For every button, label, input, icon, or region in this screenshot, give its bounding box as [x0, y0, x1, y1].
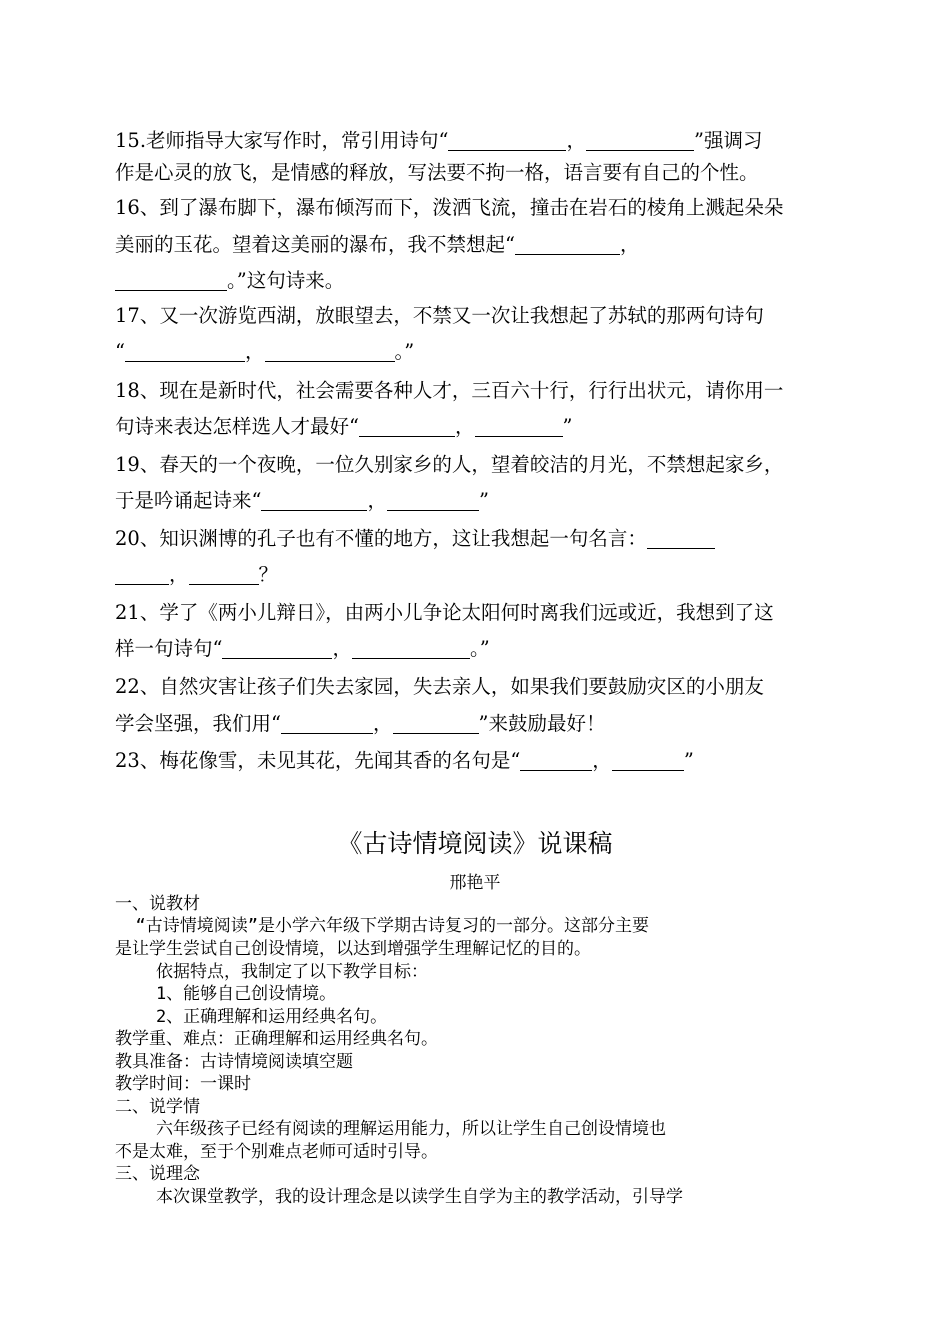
text: 20、知识渊博的孔子也有不懂的地方，这让我想起一句名言： — [115, 527, 647, 550]
answer-blank[interactable] — [125, 337, 245, 362]
question-22-line-2 — [115, 705, 845, 742]
question-17-line-2 — [115, 333, 845, 370]
paragraph-line: 依据特点，我制定了以下教学目标： — [115, 962, 428, 982]
time-line: 教学时间：一课时 — [115, 1074, 251, 1094]
text: ” — [683, 749, 694, 772]
list-item: 2、正确理解和运用经典名句。 — [115, 1007, 388, 1027]
text: 样一句诗句“ — [115, 637, 223, 660]
question-23-line-1 — [115, 742, 845, 779]
text: ， — [244, 340, 265, 363]
answer-blank[interactable] — [586, 126, 694, 151]
text: ， — [566, 129, 586, 152]
question-16-line-1: 16、到了瀑布脚下，瀑布倾泻而下，泼洒飞流，撞击在岩石的棱角上溅起朵朵 — [115, 196, 784, 219]
text: ， — [169, 563, 189, 586]
answer-blank[interactable] — [189, 560, 259, 585]
question-17-line-1: 17、又一次游览西湖，放眼望去，不禁又一次让我想起了苏轼的那两句诗句 — [115, 304, 764, 327]
answer-blank[interactable] — [281, 709, 373, 734]
text: ， — [372, 712, 393, 735]
text: ”这句诗来。 — [236, 269, 345, 292]
section-heading: 三、说理念 — [115, 1164, 200, 1184]
question-19-line-2 — [115, 482, 845, 519]
text: 15.老师指导大家写作时，常引用诗句“ — [115, 129, 449, 152]
text: ， — [592, 749, 612, 772]
answer-blank[interactable] — [647, 524, 715, 549]
paragraph-line: 六年级孩子已经有阅读的理解运用能力，所以让学生自己创设情境也 — [115, 1119, 666, 1139]
lecture-title: 《古诗情境阅读》说课稿 — [337, 829, 613, 858]
answer-blank[interactable] — [115, 266, 227, 291]
answer-blank[interactable] — [265, 337, 395, 362]
section-heading: 一、说教材 — [115, 894, 200, 914]
text: 句诗来表达怎样选人才最好“ — [115, 415, 359, 438]
question-16-line-2 — [115, 226, 845, 263]
text: ” — [562, 415, 573, 438]
section-heading: 二、说学情 — [115, 1097, 200, 1117]
question-18-line-1: 18、现在是新时代，社会需要各种人才，三百六十行，行行出状元，请你用一 — [115, 379, 784, 402]
answer-blank[interactable] — [612, 746, 684, 771]
text: ， — [619, 233, 640, 256]
question-21-line-2 — [115, 630, 845, 667]
text: ， — [454, 415, 475, 438]
text: ”来鼓励最好！ — [478, 712, 606, 735]
answer-blank[interactable] — [115, 560, 169, 585]
text: “ — [115, 340, 125, 363]
answer-blank[interactable] — [387, 486, 479, 511]
text: ” — [479, 489, 489, 512]
paragraph-line: 是让学生尝试自己创设情境，以达到增强学生理解记忆的目的。 — [115, 939, 591, 959]
list-item: 1、能够自己创设情境。 — [115, 984, 337, 1004]
question-21-line-1: 21、学了《两小儿辩日》，由两小儿争论太阳何时离我们远或近，我想到了这 — [115, 601, 774, 624]
answer-blank[interactable] — [359, 412, 455, 437]
text: ？ — [258, 563, 279, 586]
question-16-line-3 — [115, 262, 845, 299]
answer-blank[interactable] — [475, 412, 563, 437]
answer-blank[interactable] — [261, 486, 367, 511]
question-15-line-2: 作是心灵的放飞，是情感的释放，写法要不拘一格，语言要有自己的个性。 — [115, 161, 759, 184]
text: ， — [332, 637, 352, 660]
answer-blank[interactable] — [515, 230, 620, 255]
materials-line: 教具准备：古诗情境阅读填空题 — [115, 1052, 353, 1072]
lecture-author: 邢艳平 — [449, 873, 501, 893]
answer-blank[interactable] — [448, 126, 566, 151]
paragraph-line: 不是太难，至于个别难点老师可适时引导。 — [115, 1142, 438, 1162]
question-19-line-1: 19、春天的一个夜晚，一位久别家乡的人，望着皎洁的月光，不禁想起家乡， — [115, 453, 784, 476]
paragraph-line: 本次课堂教学，我的设计理念是以读学生自学为主的教学活动，引导学 — [115, 1187, 683, 1207]
question-22-line-1: 22、自然灾害让孩子们失去家园，失去亲人，如果我们要鼓励灾区的小朋友 — [115, 675, 764, 698]
answer-blank[interactable] — [520, 746, 592, 771]
paragraph-line: “古诗情境阅读”是小学六年级下学期古诗复习的一部分。这部分主要 — [115, 916, 649, 936]
text: 学会坚强，我们用“ — [115, 712, 281, 735]
answer-blank[interactable] — [222, 634, 332, 659]
key-point-line: 教学重、难点：正确理解和运用经典名句。 — [115, 1029, 438, 1049]
question-20-line-2 — [115, 556, 845, 593]
question-18-line-2 — [115, 408, 845, 445]
question-20-line-1 — [115, 520, 845, 557]
text: 于是吟诵起诗来“ — [115, 489, 262, 512]
text: ”强调习 — [694, 129, 763, 152]
text: ， — [367, 489, 387, 512]
text: 。 — [227, 269, 237, 292]
text: 23、梅花像雪，未见其花，先闻其香的名句是“ — [115, 749, 521, 772]
answer-blank[interactable] — [393, 709, 479, 734]
answer-blank[interactable] — [352, 634, 470, 659]
text: 。” — [470, 637, 490, 660]
text: 。” — [394, 340, 415, 363]
text: 美丽的玉花。望着这美丽的瀑布，我不禁想起“ — [115, 233, 515, 256]
